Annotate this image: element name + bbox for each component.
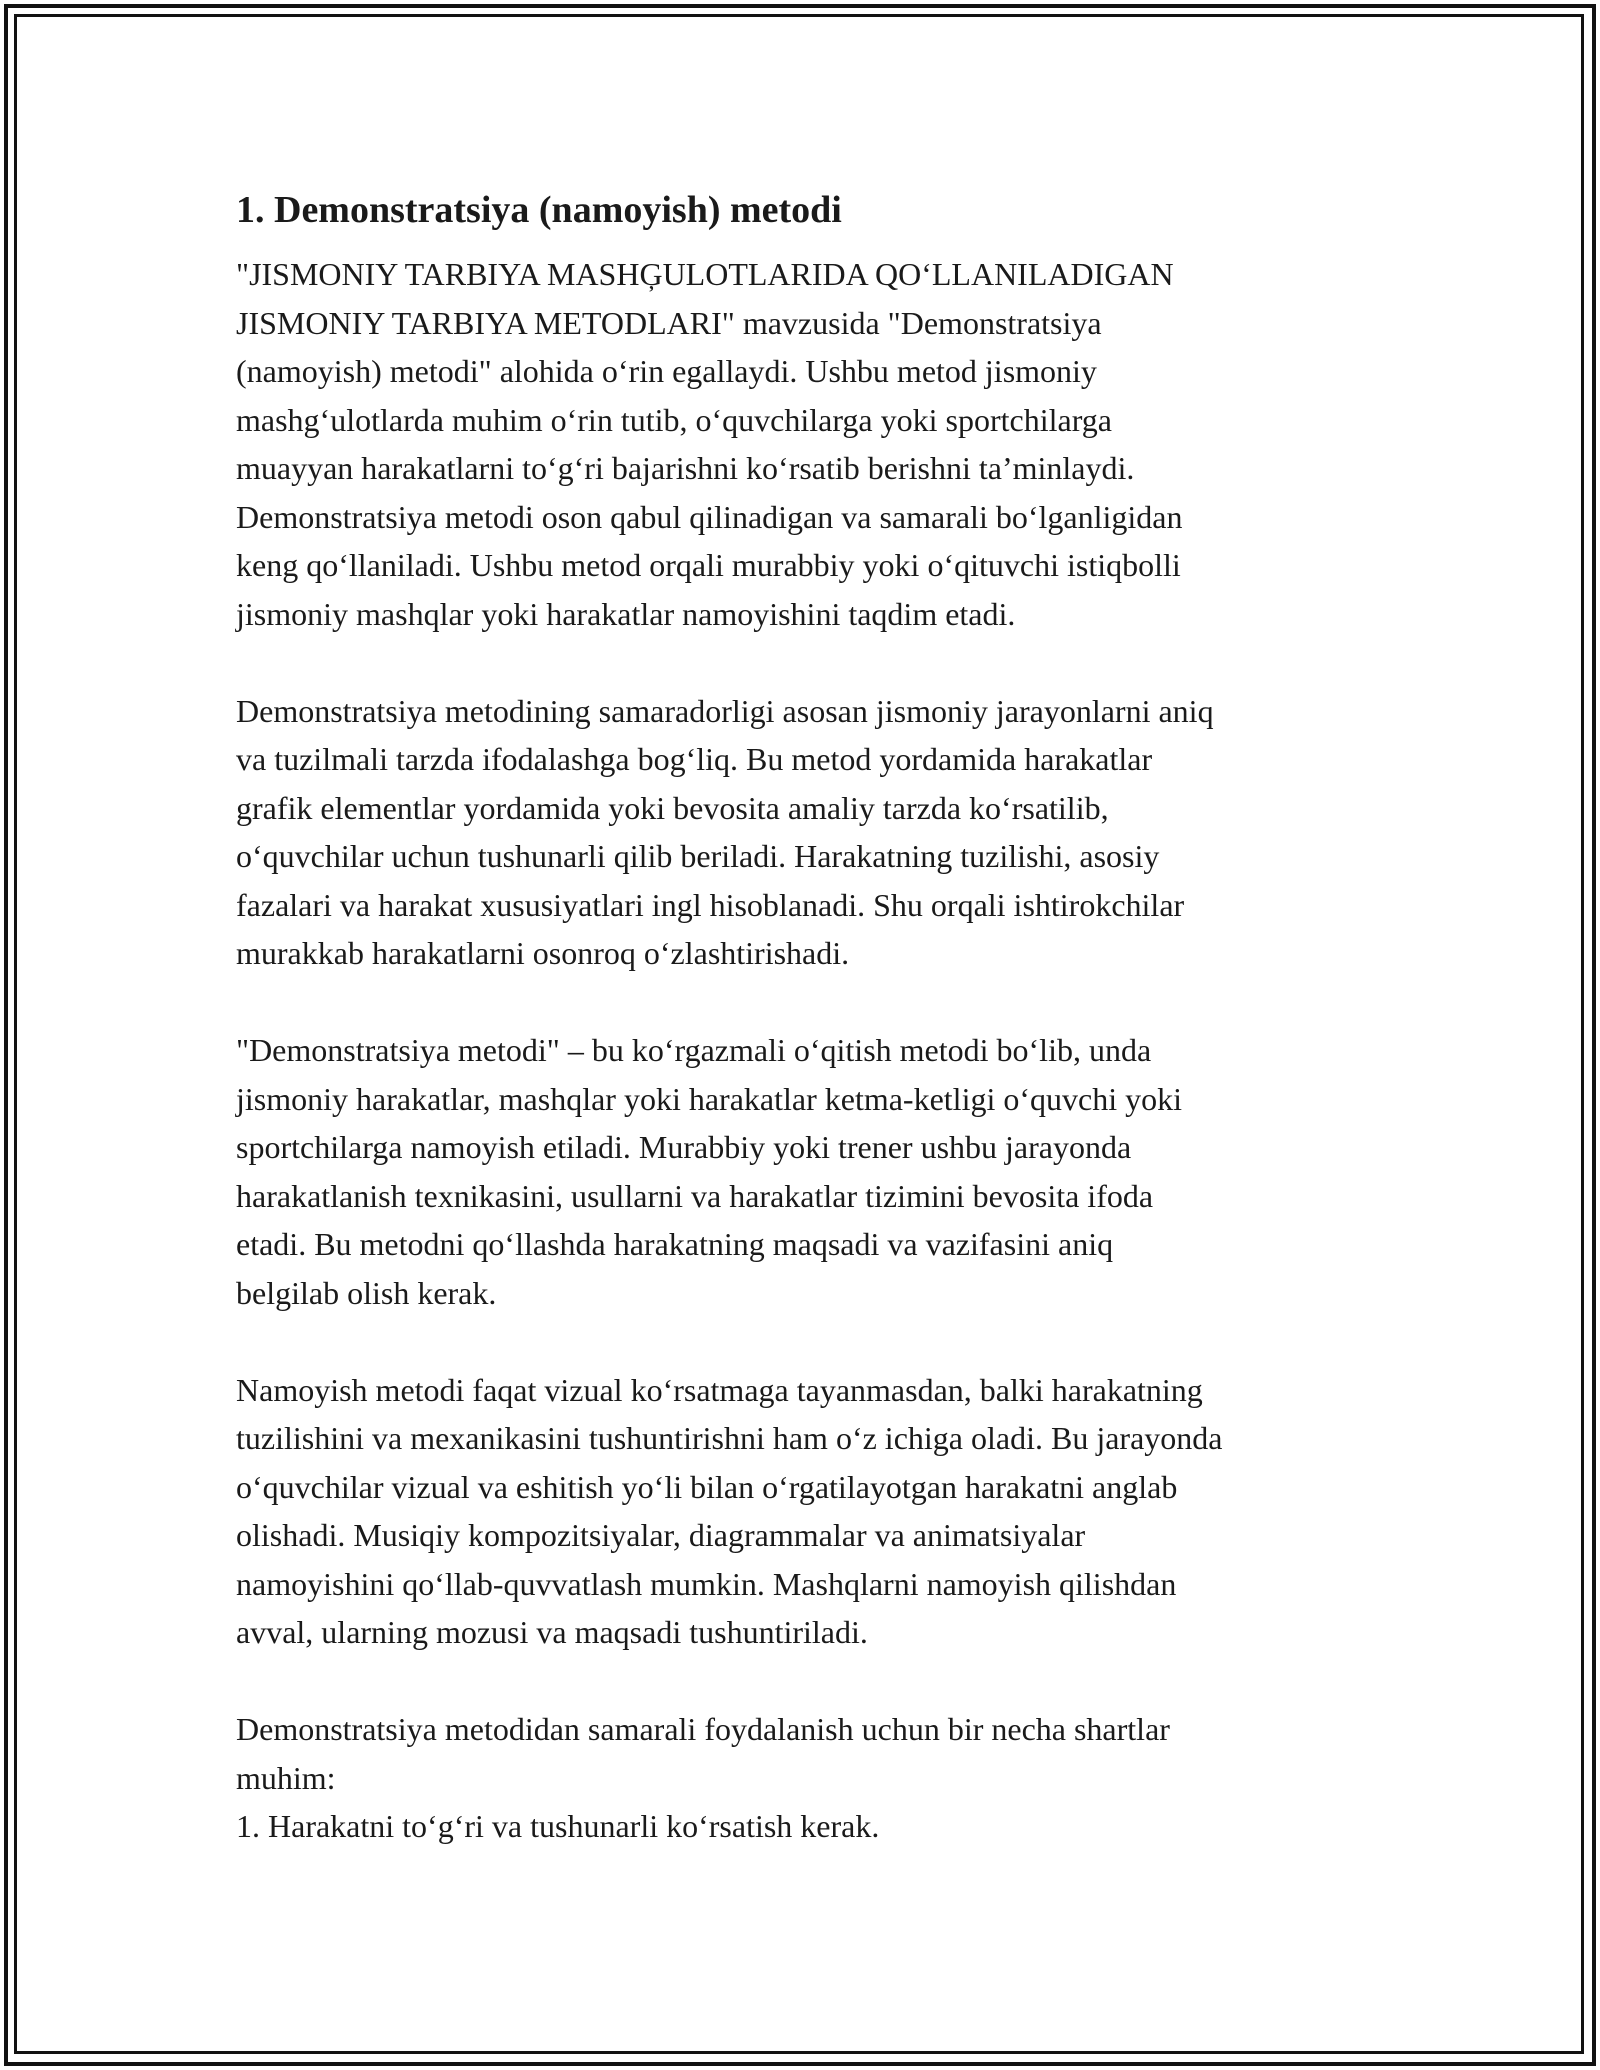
text-line: Demonstratsiya metodining samaradorligi asosan jismoniy jarayonlarni aniq xyxy=(236,692,1214,729)
text-line: fazalari va harakat xususiyatlari ingl hisoblanadi. Shu orqali ishtirokchilar xyxy=(236,886,1185,923)
text-line: "Demonstratsiya metodi" – bu ko‘rgazmali o‘qitish metodi bo‘lib, unda xyxy=(236,1032,1152,1068)
paragraph-2 xyxy=(236,687,1376,978)
text-line: mashg‘ulotlarda muhim o‘rin tutib, o‘quvchilarga yoki sportchilarga xyxy=(236,401,1112,438)
text-line: Namoyish metodi faqat vizual ko‘rsatmaga tayanmasdan, balki harakatning xyxy=(236,1371,1203,1408)
text-line: grafik elementlar yordamida yoki bevosita amaliy tarzda ko‘rsatilib, xyxy=(236,789,1109,826)
paragraph-4 xyxy=(236,1366,1376,1657)
text-line: sportchilarga namoyish etiladi. Murabbiy yoki trener ushbu jarayonda xyxy=(236,1129,1132,1165)
text-line: olishadi. Musiqiy kompozitsiyalar, diagrammalar va animatsiyalar xyxy=(236,1517,1086,1553)
document-body xyxy=(236,186,1376,1851)
text-line: namoyishini qo‘llab-quvvatlash mumkin. Mashqlarni namoyish qilishdan xyxy=(236,1565,1177,1602)
text-line: murakkab harakatlarni osonroq o‘zlashtirishadi. xyxy=(236,935,850,971)
text-line: va tuzilmali tarzda ifodalashga bog‘liq. Bu metod yordamida harakatlar xyxy=(236,741,1153,777)
text-line: muhim: xyxy=(236,1759,336,1796)
text-line: avval, ularning mozusi va maqsadi tushuntiriladi. xyxy=(236,1614,868,1650)
paragraph-5 xyxy=(236,1705,1376,1851)
text-line: harakatlanish texnikasini, usullarni va harakatlar tizimini bevosita ifoda xyxy=(236,1177,1154,1214)
text-line: (namoyish) metodi" alohida o‘rin egallaydi. Ushbu metod jismoniy xyxy=(236,353,1097,389)
text-line: Demonstratsiya metodidan samarali foydalanish uchun bir necha shartlar xyxy=(236,1711,1170,1747)
text-line: tuzilishini va mexanikasini tushuntirishni ham o‘z ichiga oladi. Bu jarayonda xyxy=(236,1420,1223,1456)
paragraph-3 xyxy=(236,1026,1376,1317)
text-line: o‘quvchilar uchun tushunarli qilib beriladi. Harakatning tuzilishi, asosiy xyxy=(236,838,1160,874)
text-line: Demonstratsiya metodi oson qabul qilinadigan va samarali bo‘lganligidan xyxy=(236,498,1183,535)
text-line: jismoniy harakatlar, mashqlar yoki harakatlar ketma-ketligi o‘quvchi yoki xyxy=(236,1080,1182,1117)
text-line: keng qo‘llaniladi. Ushbu metod orqali murabbiy yoki o‘qituvchi istiqbolli xyxy=(236,547,1181,583)
text-line: JISMONIY TARBIYA METODLARI" mavzusida "Demonstratsiya xyxy=(236,304,1102,341)
text-line: jismoniy mashqlar yoki harakatlar namoyishini taqdim etadi. xyxy=(236,595,1016,632)
text-line: muayyan harakatlarni to‘g‘ri bajarishni ko‘rsatib berishni ta’minlaydi. xyxy=(236,450,1135,486)
list-item: 1. Harakatni to‘g‘ri va tushunarli ko‘rsatish kerak. xyxy=(236,1808,880,1844)
section-heading: 1. Demonstratsiya (namoyish) metodi xyxy=(236,189,842,231)
text-line: etadi. Bu metodni qo‘llashda harakatning maqsadi va vazifasini aniq xyxy=(236,1226,1114,1262)
text-line: belgilab olish kerak. xyxy=(236,1274,497,1311)
paragraph-1 xyxy=(236,250,1376,638)
text-line: "JISMONIY TARBIYA MASHĢULOTLARIDA QO‘LLANILADIGAN xyxy=(236,256,1174,292)
text-line: o‘quvchilar vizual va eshitish yo‘li bilan o‘rgatilayotgan harakatni anglab xyxy=(236,1468,1178,1505)
